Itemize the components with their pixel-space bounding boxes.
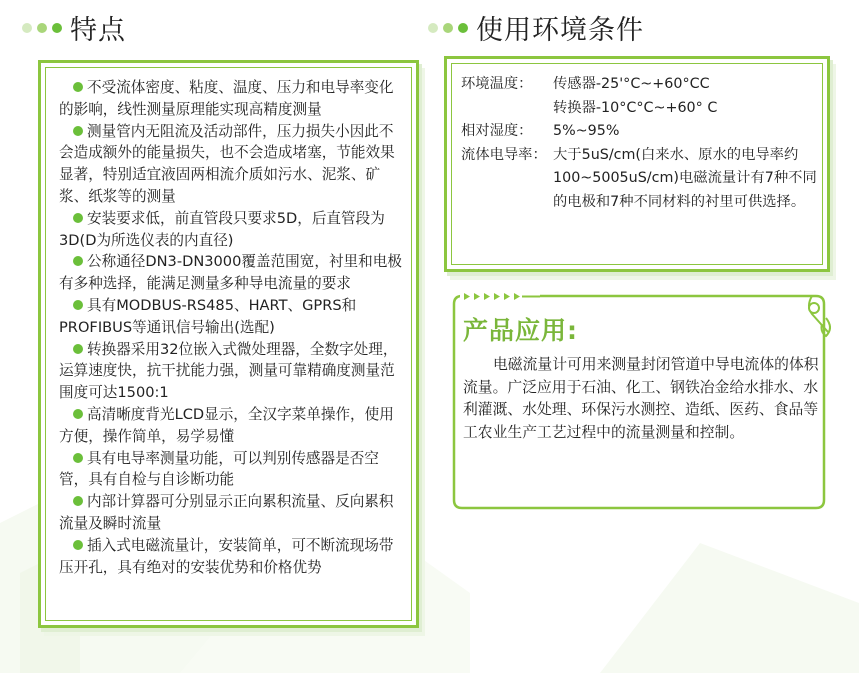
bullet-icon xyxy=(73,344,83,354)
bullet-icon xyxy=(73,409,83,419)
env-row xyxy=(461,120,821,144)
bullet-icon xyxy=(73,213,83,223)
features-heading-text: 特点 xyxy=(70,15,126,46)
heading-dots-icon xyxy=(22,23,62,33)
feature-item: 公称通径DN3-DN3000覆盖范围宽，衬里和电极有多种选择，能满足测量多种导电流量的要求 xyxy=(59,253,402,293)
environment-heading-text: 使用环境条件 xyxy=(476,15,644,46)
feature-item: 测量管内无阻流及活动部件，压力损失小因此不会造成额外的能量损失，也不会造成堵塞，节能效果显著，特别适宜液固两相流介质如污水、泥浆、矿浆、纸浆等的测量 xyxy=(59,122,395,205)
bullet-icon xyxy=(73,540,83,550)
environment-table xyxy=(461,73,821,214)
application-text: 电磁流量计可用来测量封闭管道中导电流体的体积流量。广泛应用于石油、化工、钢铁冶金给水排水、水利灌溉、水处理、环保污水测控、造纸、医药、食品等工农业生产工艺过程中的流量测量和控制。 xyxy=(463,356,819,441)
feature-item: 高清晰度背光LCD显示，全汉字菜单操作，使用方便，操作简单，易学易懂 xyxy=(59,405,394,445)
feature-item: 具有MODBUS-RS485、HART、GPRS和PROFIBUS等通讯信号输出(选配) xyxy=(59,296,357,336)
env-label xyxy=(461,97,553,121)
bullet-icon xyxy=(73,256,83,266)
heading-dots-icon xyxy=(428,23,468,33)
env-label: 相对湿度： xyxy=(461,123,533,139)
environment-panel xyxy=(444,56,830,272)
application-box xyxy=(450,288,831,513)
bullet-icon xyxy=(73,126,83,136)
feature-item: 插入式电磁流量计，安装简单，可不断流现场带压开孔，具有绝对的安装优势和价格优势 xyxy=(59,536,394,576)
bullet-icon xyxy=(73,453,83,463)
bullet-icon xyxy=(73,82,83,92)
environment-heading xyxy=(428,8,644,47)
feature-item: 内部计算器可分别显示正向累积流量、反向累积流量及瞬时流量 xyxy=(59,493,394,532)
env-value: 传感器-25'°C~+60°CC xyxy=(553,76,710,92)
features-list xyxy=(59,77,407,578)
env-row xyxy=(461,144,821,215)
env-value: 5%~95% xyxy=(553,123,620,139)
bullet-icon xyxy=(73,300,83,310)
features-panel xyxy=(38,60,419,628)
env-label: 环境温度： xyxy=(461,76,533,92)
bullet-icon xyxy=(73,496,83,506)
feature-item: 安装要求低，前直管段只要求5D，后直管段为3D(D为所选仪表的内直径) xyxy=(59,209,385,249)
env-label: 流体电导率： xyxy=(461,146,547,163)
features-heading xyxy=(22,8,126,47)
feature-item: 不受流体密度、粘度、温度、压力和电导率变化的影响，线性测量原理能实现高精度测量 xyxy=(59,79,394,118)
env-row xyxy=(461,97,821,121)
feature-item: 具有电导率测量功能，可以判别传感器是否空管，具有自检与自诊断功能 xyxy=(59,449,379,489)
feature-item: 转换器采用32位嵌入式微处理器，全数字处理，运算速度快，抗干扰能力强，测量可靠精确度测量范围度可达1500:1 xyxy=(59,340,398,402)
env-value: 转换器-10°C°C~+60° C xyxy=(553,99,718,116)
env-row xyxy=(461,73,821,97)
application-title: 产品应用: xyxy=(463,316,578,345)
env-value: 大于5uS/cm(白来水、原水的电导率约100~5005uS/cm)电磁流量计有7种不同的电极和7种不同材料的衬里可供选择。 xyxy=(553,146,817,210)
